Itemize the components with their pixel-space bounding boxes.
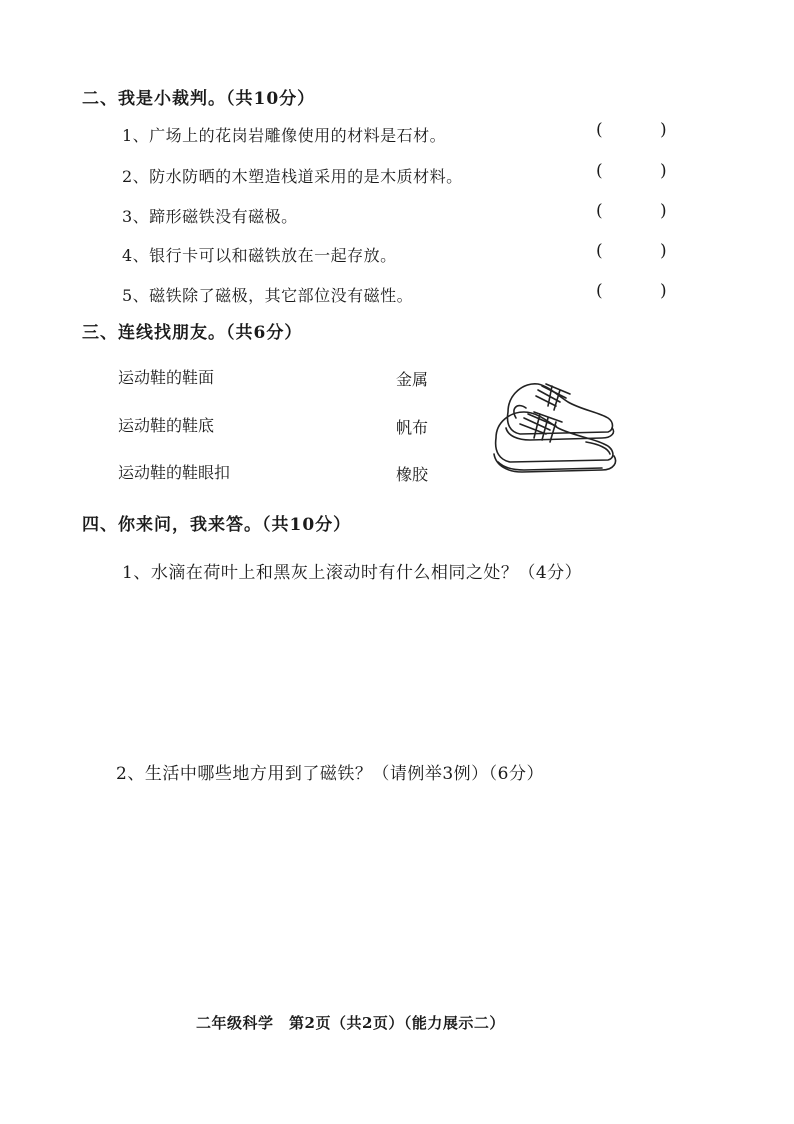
judge-item-2: 2、防水防晒的木塑造栈道采用的是木质材料。 (122, 167, 463, 186)
answer-paren-close-3[interactable]: ) (660, 201, 667, 221)
match-right-2[interactable]: 帆布 (396, 418, 429, 437)
page-footer: 二年级科学 第2页（共2页）（能力展示二） (196, 1014, 505, 1032)
answer-paren-close-4[interactable]: ) (660, 241, 667, 261)
answer-paren-close-2[interactable]: ) (660, 161, 667, 181)
judge-item-1: 1、广场上的花岗岩雕像使用的材料是石材。 (122, 126, 447, 145)
answer-paren-open-2[interactable]: ( (596, 161, 603, 181)
match-left-2[interactable]: 运动鞋的鞋底 (118, 416, 215, 435)
question-1: 1、水滴在荷叶上和黑灰上滚动时有什么相同之处？（4分） (122, 563, 583, 583)
front-shoe-laces (514, 406, 562, 442)
section4-heading: 四、你来问，我来答。（共10分） (82, 515, 352, 535)
answer-paren-close-1[interactable]: ) (660, 120, 667, 140)
front-shoe-toe (586, 442, 610, 454)
section3-heading: 三、连线找朋友。（共6分） (82, 323, 303, 343)
front-shoe-sole-stripe (498, 462, 602, 470)
match-right-1[interactable]: 金属 (396, 370, 429, 389)
question-2: 2、生活中哪些地方用到了磁铁？（请例举3例）（6分） (116, 764, 544, 784)
answer-paren-open-4[interactable]: ( (596, 241, 603, 261)
answer-paren-open-5[interactable]: ( (596, 281, 603, 301)
answer-paren-open-3[interactable]: ( (596, 201, 603, 221)
judge-item-5: 5、磁铁除了磁极，其它部位没有磁性。 (122, 286, 414, 305)
section2-heading: 二、我是小裁判。（共10分） (82, 89, 316, 109)
match-left-3[interactable]: 运动鞋的鞋眼扣 (118, 463, 231, 482)
match-right-3[interactable]: 橡胶 (396, 465, 429, 484)
back-shoe-laces (536, 384, 570, 410)
sneakers-icon (490, 372, 624, 478)
judge-item-3: 3、蹄形磁铁没有磁极。 (122, 207, 298, 226)
judge-item-4: 4、银行卡可以和磁铁放在一起存放。 (122, 246, 397, 265)
answer-paren-open-1[interactable]: ( (596, 120, 603, 140)
match-left-1[interactable]: 运动鞋的鞋面 (118, 368, 215, 387)
answer-paren-close-5[interactable]: ) (660, 281, 667, 301)
